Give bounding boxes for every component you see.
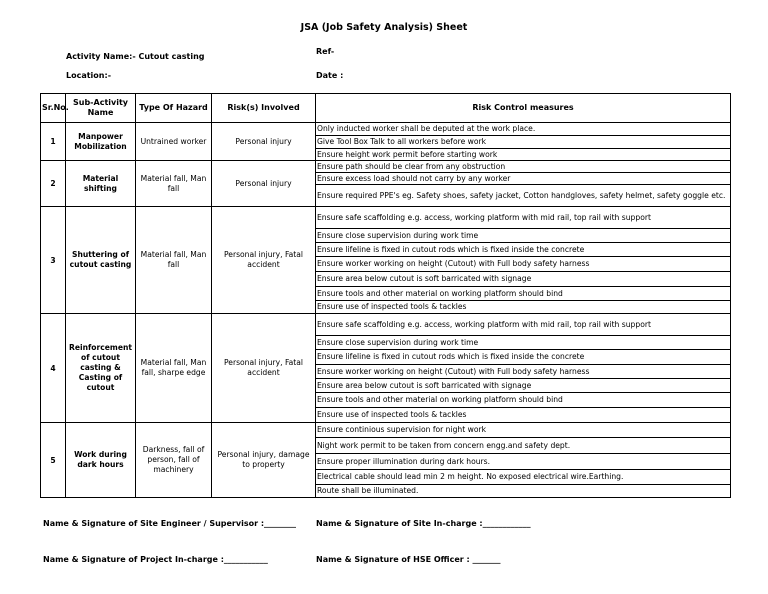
- control-measure: Only inducted worker shall be deputed at the work place.: [316, 123, 731, 136]
- control-measure: Ensure safe scaffolding e.g. access, working platform with mid rail, top rail with support: [316, 314, 731, 336]
- control-measure: Ensure area below cutout is soft barricated with signage: [316, 379, 731, 393]
- table-row: [41, 314, 731, 336]
- col-header-controls: Risk Control measures: [316, 94, 731, 123]
- control-measure: Ensure continious supervision for night work: [316, 423, 731, 438]
- control-measure: Ensure use of inspected tools & tackles: [316, 301, 731, 314]
- control-measure: Ensure excess load should not carry by any worker: [316, 173, 731, 185]
- col-header-hazard: Type Of Hazard: [136, 94, 212, 123]
- row-number: 3: [41, 207, 66, 314]
- date-label: Date :: [316, 71, 344, 80]
- row-number: 1: [41, 123, 66, 161]
- row-number: 4: [41, 314, 66, 423]
- hazard-cell: Untrained worker: [136, 123, 212, 161]
- sub-activity-cell: Shuttering of cutout casting: [66, 207, 136, 314]
- control-measure: Ensure worker working on height (Cutout) with Full body safety harness: [316, 257, 731, 272]
- sub-activity-cell: Material shifting: [66, 161, 136, 207]
- col-header-sub-activity: Sub-Activity Name: [66, 94, 136, 123]
- project-incharge-signature: Name & Signature of Project In-charge :___________: [43, 555, 268, 564]
- sub-activity-cell: Work during dark hours: [66, 423, 136, 498]
- sub-activity-cell: Reinforcement of cutout casting & Casting of cutout: [66, 314, 136, 423]
- table-header-row: [41, 94, 731, 123]
- hazard-cell: Material fall, Man fall: [136, 161, 212, 207]
- control-measure: Ensure close supervision during work time: [316, 229, 731, 243]
- control-measure: Night work permit to be taken from concern engg.and safety dept.: [316, 438, 731, 454]
- risk-cell: Personal injury, Fatal accident: [212, 207, 316, 314]
- control-measure: Ensure safe scaffolding e.g. access, working platform with mid rail, top rail with support: [316, 207, 731, 229]
- control-measure: Ensure height work permit before starting work: [316, 149, 731, 161]
- control-measure: Ensure tools and other material on working platform should bind: [316, 287, 731, 301]
- ref-label: Ref-: [316, 47, 335, 56]
- table-row: [41, 161, 731, 173]
- sub-activity-cell: Manpower Mobilization: [66, 123, 136, 161]
- page-title: JSA (Job Safety Analysis) Sheet: [300, 22, 468, 33]
- control-measure: Ensure lifeline is fixed in cutout rods which is fixed inside the concrete: [316, 243, 731, 257]
- site-engineer-signature: Name & Signature of Site Engineer / Supervisor :________: [43, 519, 297, 528]
- hse-officer-signature: Name & Signature of HSE Officer : _______: [316, 555, 501, 564]
- jsa-table: [40, 93, 731, 498]
- control-measure: Ensure path should be clear from any obstruction: [316, 161, 731, 173]
- risk-cell: Personal injury, Fatal accident: [212, 314, 316, 423]
- table-row: [41, 207, 731, 229]
- activity-name: Activity Name:- Cutout casting: [66, 52, 205, 61]
- control-measure: Route shall be illuminated.: [316, 485, 731, 498]
- risk-cell: Personal injury: [212, 123, 316, 161]
- hazard-cell: Darkness, fall of person, fall of machinery: [136, 423, 212, 498]
- col-header-srno: Sr.No.: [41, 94, 66, 123]
- table-row: [41, 423, 731, 438]
- risk-cell: Personal injury: [212, 161, 316, 207]
- control-measure: Ensure tools and other material on working platform should bind: [316, 393, 731, 408]
- control-measure: Ensure worker working on height (Cutout) with Full body safety harness: [316, 365, 731, 379]
- control-measure: Ensure use of inspected tools & tackles: [316, 408, 731, 423]
- control-measure: Give Tool Box Talk to all workers before work: [316, 136, 731, 149]
- site-incharge-signature: Name & Signature of Site In-charge :____________: [316, 519, 531, 528]
- col-header-risk: Risk(s) Involved: [212, 94, 316, 123]
- control-measure: Ensure required PPE's eg. Safety shoes, safety jacket, Cotton handgloves, safety helmet, safety goggle etc.: [316, 185, 731, 207]
- control-measure: Ensure area below cutout is soft barricated with signage: [316, 272, 731, 287]
- control-measure: Ensure lifeline is fixed in cutout rods which is fixed inside the concrete: [316, 350, 731, 365]
- table-row: [41, 123, 731, 136]
- control-measure: Ensure proper illumination during dark hours.: [316, 454, 731, 470]
- hazard-cell: Material fall, Man fall: [136, 207, 212, 314]
- location-label: Location:-: [66, 71, 112, 80]
- control-measure: Electrical cable should lead min 2 m height. No exposed electrical wire.Earthing.: [316, 470, 731, 485]
- control-measure: Ensure close supervision during work time: [316, 336, 731, 350]
- row-number: 2: [41, 161, 66, 207]
- hazard-cell: Material fall, Man fall, sharpe edge: [136, 314, 212, 423]
- row-number: 5: [41, 423, 66, 498]
- risk-cell: Personal injury, damage to property: [212, 423, 316, 498]
